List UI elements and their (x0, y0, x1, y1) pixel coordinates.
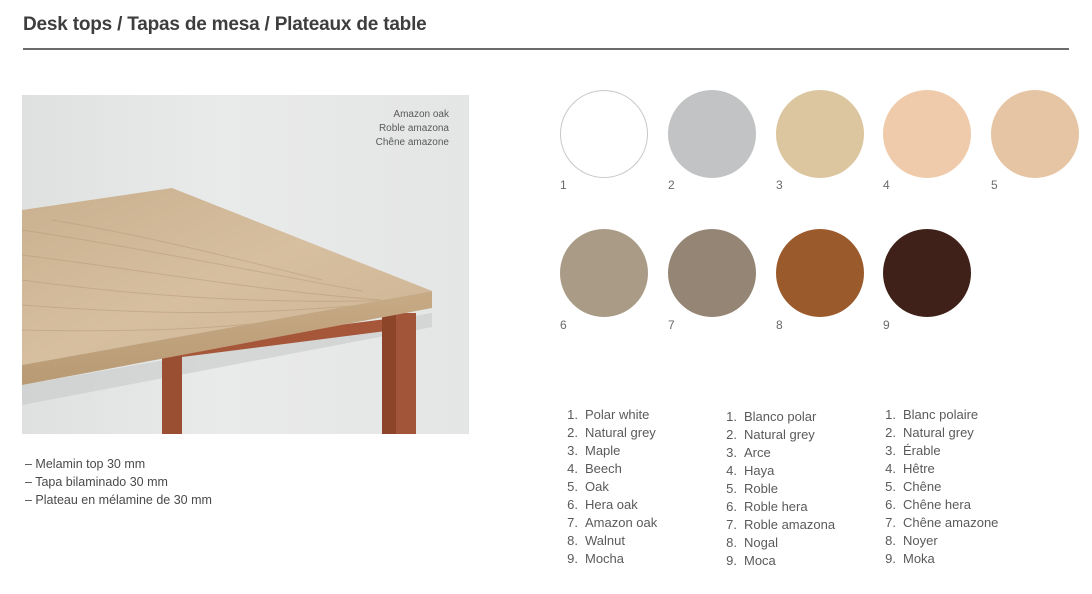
swatch-8 (776, 229, 864, 317)
list-item (874, 442, 998, 460)
list-item-number: 6. (885, 497, 896, 512)
list-item (556, 532, 657, 550)
swatch-6 (560, 229, 648, 317)
list-item-number: 9. (567, 551, 578, 566)
list-item (715, 534, 835, 552)
spec-fr: – Plateau en mélamine de 30 mm (25, 493, 212, 507)
swatch-number-6: 6 (560, 318, 567, 332)
list-item-label: Blanc polaire (903, 407, 979, 422)
caption-es: Roble amazona (378, 123, 449, 134)
swatch-number-7: 7 (668, 318, 675, 332)
list-item (874, 460, 998, 478)
list-item (874, 514, 998, 532)
list-item-number: 8. (567, 533, 578, 548)
list-item-label: Haya (744, 463, 775, 478)
list-item (715, 480, 835, 498)
list-item-number: 5. (567, 479, 578, 494)
list-item (556, 406, 657, 424)
list-item-number: 8. (726, 535, 737, 550)
list-item-label: Moca (744, 553, 776, 568)
list-item-label: Roble (744, 481, 778, 496)
list-item-number: 4. (567, 461, 578, 476)
list-item-label: Érable (903, 443, 941, 458)
swatch-7 (668, 229, 756, 317)
swatch-number-1: 1 (560, 178, 567, 192)
list-item-label: Oak (585, 479, 609, 494)
list-item-label: Arce (744, 445, 771, 460)
list-item-label: Hêtre (903, 461, 935, 476)
spec-list (25, 455, 212, 509)
list-item-label: Nogal (744, 535, 778, 550)
list-item-label: Roble hera (744, 499, 808, 514)
swatch-4 (883, 90, 971, 178)
list-item (874, 478, 998, 496)
list-item (874, 406, 998, 424)
swatch-number-8: 8 (776, 318, 783, 332)
caption-fr: Chêne amazone (375, 137, 449, 148)
finish-list-en (556, 406, 657, 568)
swatch-number-9: 9 (883, 318, 890, 332)
list-item-label: Natural grey (585, 425, 656, 440)
list-item (715, 444, 835, 462)
list-item (556, 460, 657, 478)
swatch-number-4: 4 (883, 178, 890, 192)
list-item-number: 3. (885, 443, 896, 458)
list-item-label: Chêne amazone (903, 515, 999, 530)
desk-top-photo (22, 95, 469, 434)
list-item-number: 7. (885, 515, 896, 530)
list-item-number: 2. (885, 425, 896, 440)
list-item-label: Maple (585, 443, 621, 458)
list-item-number: 6. (567, 497, 578, 512)
list-item (556, 478, 657, 496)
page-title: Desk tops / Tapas de mesa / Plateaux de table (23, 14, 427, 35)
list-item (715, 462, 835, 480)
list-item (715, 426, 835, 444)
list-item (556, 442, 657, 460)
list-item (874, 496, 998, 514)
list-item-label: Natural grey (903, 425, 974, 440)
list-item (874, 532, 998, 550)
list-item-label: Walnut (585, 533, 625, 548)
list-item-number: 5. (726, 481, 737, 496)
list-item (874, 424, 998, 442)
list-item-number: 7. (726, 517, 737, 532)
swatch-3 (776, 90, 864, 178)
swatch-number-2: 2 (668, 178, 675, 192)
list-item-label: Hera oak (585, 497, 638, 512)
list-item-number: 8. (885, 533, 896, 548)
list-item-label: Natural grey (744, 427, 815, 442)
list-item-number: 1. (726, 409, 737, 424)
list-item (715, 552, 835, 570)
list-item-number: 4. (726, 463, 737, 478)
swatch-2 (668, 90, 756, 178)
list-item-number: 7. (567, 515, 578, 530)
finish-list-fr (874, 406, 998, 568)
list-item-label: Amazon oak (585, 515, 658, 530)
list-item-label: Chêne hera (903, 497, 971, 512)
list-item-number: 3. (567, 443, 578, 458)
list-item (556, 424, 657, 442)
swatch-number-3: 3 (776, 178, 783, 192)
list-item-number: 4. (885, 461, 896, 476)
list-item-number: 2. (567, 425, 578, 440)
list-item-number: 6. (726, 499, 737, 514)
list-item-number: 9. (885, 551, 896, 566)
list-item-number: 2. (726, 427, 737, 442)
list-item-label: Polar white (585, 407, 650, 422)
list-item-number: 5. (885, 479, 896, 494)
list-item (715, 408, 835, 426)
list-item-label: Mocha (585, 551, 625, 566)
list-item-label: Beech (585, 461, 622, 476)
title-divider (23, 48, 1069, 50)
swatch-1 (560, 90, 648, 178)
swatch-number-5: 5 (991, 178, 998, 192)
list-item-number: 9. (726, 553, 737, 568)
list-item (874, 550, 998, 568)
list-item (556, 514, 657, 532)
list-item-number: 1. (567, 407, 578, 422)
list-item-label: Blanco polar (744, 409, 817, 424)
list-item-number: 1. (885, 407, 896, 422)
finish-list-es (715, 408, 835, 570)
list-item-label: Noyer (903, 533, 938, 548)
list-item (715, 516, 835, 534)
list-item (556, 550, 657, 568)
caption-en: Amazon oak (393, 109, 449, 120)
list-item (556, 496, 657, 514)
photo-caption (376, 108, 449, 150)
list-item (715, 498, 835, 516)
swatch-9 (883, 229, 971, 317)
swatch-5 (991, 90, 1079, 178)
list-item-label: Moka (903, 551, 935, 566)
list-item-label: Chêne (903, 479, 942, 494)
list-item-label: Roble amazona (744, 517, 836, 532)
spec-en: – Melamin top 30 mm (25, 457, 146, 471)
spec-es: – Tapa bilaminado 30 mm (25, 475, 168, 489)
list-item-number: 3. (726, 445, 737, 460)
